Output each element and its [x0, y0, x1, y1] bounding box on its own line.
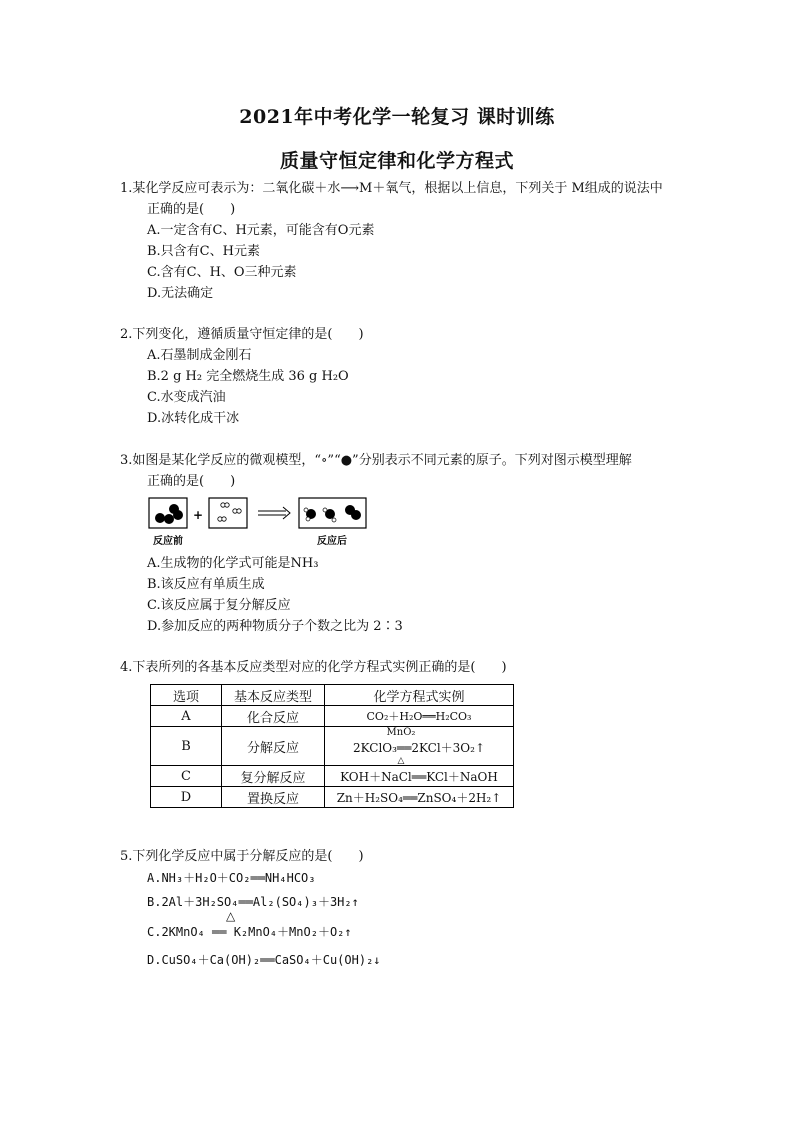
table-row	[151, 727, 514, 766]
reaction-condition-catalyst: MnO₂	[386, 727, 416, 738]
table-cell: D	[151, 787, 222, 808]
question-2-option-a: A.石墨制成金刚石	[147, 348, 252, 363]
plus-sign: +	[192, 508, 204, 522]
question-4-stem: 4.下表所列的各基本反应类型对应的化学方程式实例正确的是( )	[120, 660, 507, 675]
question-2-option-c: C.水变成汽油	[147, 390, 226, 405]
table-row	[151, 766, 514, 787]
reaction-condition-equation: 2KClO₃══2KCl＋3O₂↑	[352, 741, 486, 755]
question-2-stem: 2.下列变化，遵循质量守恒定律的是( )	[120, 327, 364, 342]
question-4	[120, 657, 720, 678]
table-cell: 分解反应	[222, 727, 325, 766]
question-3-stem-cont: 正确的是( )	[147, 474, 236, 489]
question-1	[120, 178, 720, 304]
before-label: 反应前	[153, 536, 183, 547]
black-molecule	[155, 504, 183, 524]
heat-symbol: △	[226, 909, 236, 923]
question-5-option-b: B.2Al＋3H₂SO₄══Al₂(SO₄)₃＋3H₂↑	[147, 895, 359, 909]
question-1-stem-cont: 正确的是( )	[147, 202, 236, 217]
table-row	[151, 787, 514, 808]
question-5-stem: 5.下列化学反应中属于分解反应的是( )	[120, 849, 364, 864]
question-1-option-d: D.无法确定	[147, 286, 214, 301]
table-cell: B	[151, 727, 222, 766]
question-1-stem: 1.某化学反应可表示为：二氧化碳＋水⟶M＋氧气，根据以上信息，下列关于 M组成的说法中	[120, 181, 663, 196]
table-cell: 化合反应	[222, 706, 325, 727]
question-3-option-a: A.生成物的化学式可能是NH₃	[147, 556, 319, 571]
table-header-row	[151, 685, 514, 706]
question-3	[120, 450, 720, 492]
question-1-option-b: B.只含有C、H元素	[147, 244, 260, 259]
table-cell: 复分解反应	[222, 766, 325, 787]
white-molecules	[218, 503, 241, 521]
table-cell: Zn＋H₂SO₄══ZnSO₄＋2H₂↑	[325, 787, 514, 808]
table-header-option: 选项	[151, 685, 222, 706]
reaction-arrow-icon	[258, 507, 290, 519]
question-5-option-a: A.NH₃＋H₂O＋CO₂══NH₄HCO₃	[147, 871, 316, 885]
table-cell	[325, 727, 514, 766]
question-5-option-d: D.CuSO₄＋Ca(OH)₂══CaSO₄＋Cu(OH)₂↓	[147, 953, 381, 967]
table-cell: KOH＋NaCl══KCl＋NaOH	[325, 766, 514, 787]
question-3-option-c: C.该反应属于复分解反应	[147, 598, 291, 613]
question-2-option-d: D.冰转化成干冰	[147, 411, 240, 426]
table-row	[151, 706, 514, 727]
question-2-option-b: B.2 g H₂ 完全燃烧生成 36 g H₂O	[147, 369, 349, 384]
document-title: 2021年中考化学一轮复习 课时训练	[239, 106, 555, 128]
question-3-options	[120, 553, 720, 637]
reaction-type-table	[150, 684, 514, 808]
reaction-model-figure	[148, 497, 378, 549]
table-header-equation: 化学方程式实例	[325, 685, 514, 706]
question-3-option-d: D.参加反应的两种物质分子个数之比为 2∶3	[147, 619, 403, 634]
question-3-stem: 3.如图是某化学反应的微观模型，“∘”“●”分别表示不同元素的原子。下列对图示模型理解	[120, 453, 632, 468]
table-header-type: 基本反应类型	[222, 685, 325, 706]
after-label: 反应后	[317, 536, 347, 547]
heat-symbol: △	[397, 756, 405, 766]
table-cell: 置换反应	[222, 787, 325, 808]
question-1-option-a: A.一定含有C、H元素，可能含有O元素	[147, 223, 375, 238]
table-cell: CO₂＋H₂O══H₂CO₃	[325, 706, 514, 727]
reactant-box-2	[209, 498, 247, 528]
table-cell: A	[151, 706, 222, 727]
question-5	[120, 845, 720, 975]
product-molecules	[304, 505, 361, 522]
question-1-option-c: C.含有C、H、O三种元素	[147, 265, 297, 280]
question-2	[120, 324, 720, 429]
table-cell: C	[151, 766, 222, 787]
document-subtitle: 质量守恒定律和化学方程式	[279, 150, 514, 172]
question-3-option-b: B.该反应有单质生成	[147, 577, 265, 592]
question-5-option-c: C.2KMnO₄ ══ K₂MnO₄＋MnO₂＋O₂↑	[147, 925, 352, 939]
